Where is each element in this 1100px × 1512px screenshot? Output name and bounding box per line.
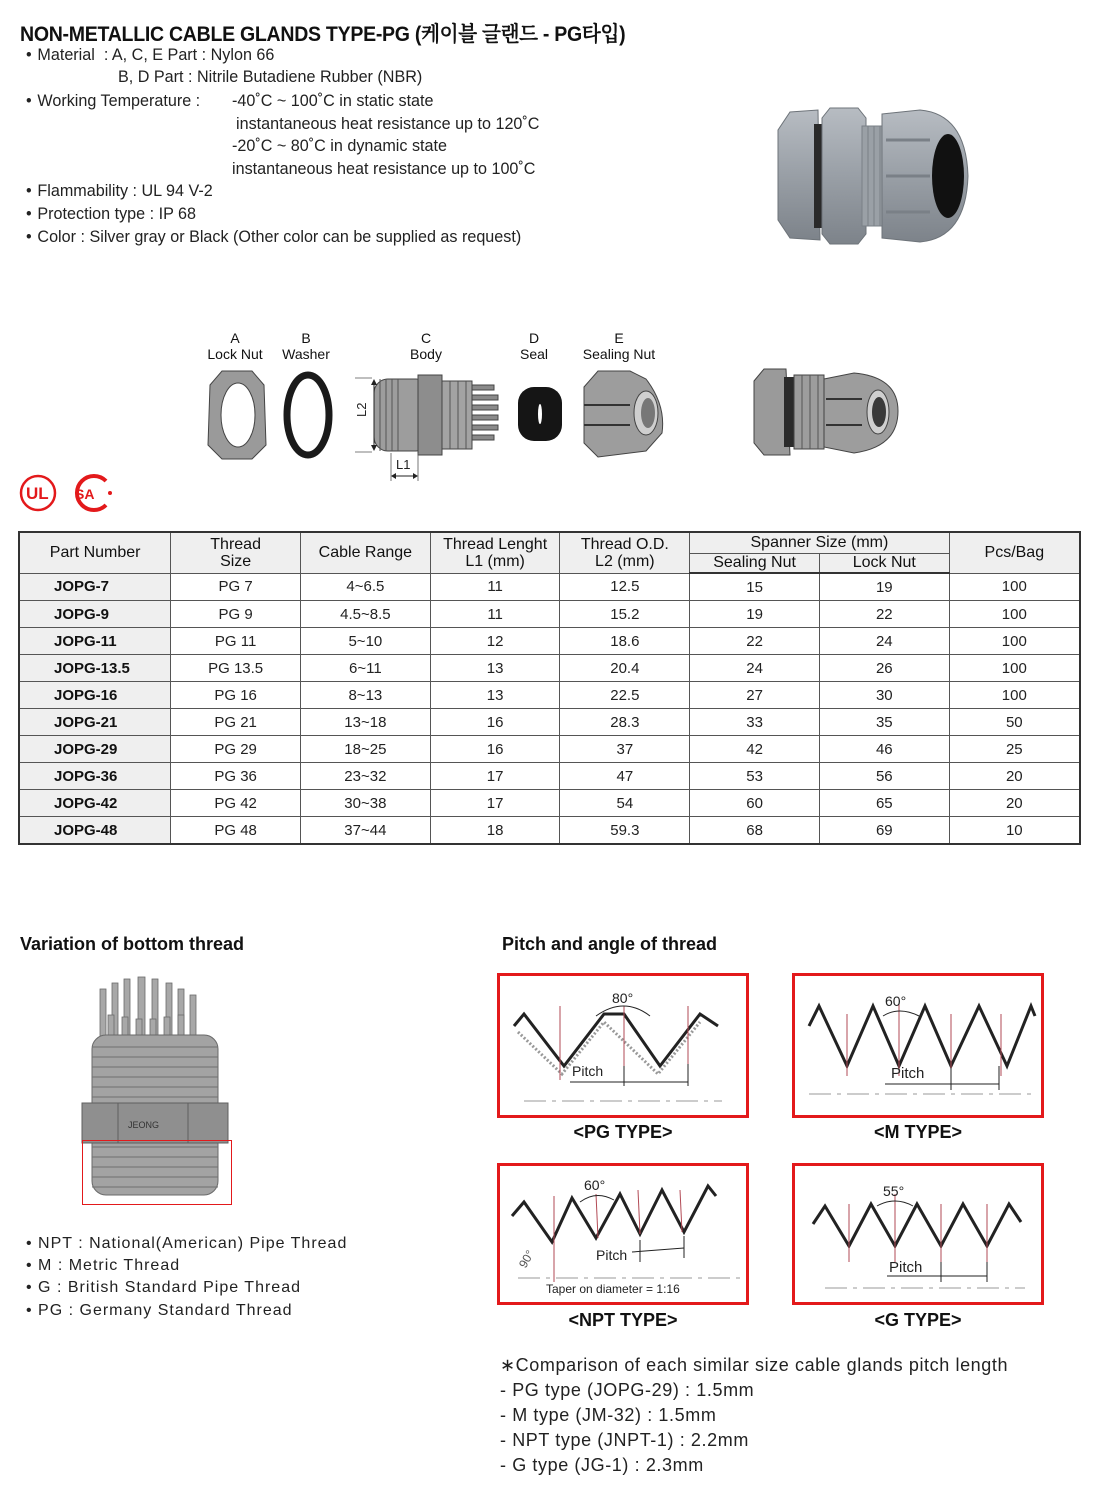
header-thread-od: Thread O.D. L2 (mm) xyxy=(560,532,690,573)
svg-text:60°: 60° xyxy=(584,1177,606,1193)
svg-text:60°: 60° xyxy=(885,993,907,1009)
table-row xyxy=(19,573,1080,601)
specification-table xyxy=(18,531,1081,845)
legend-npt: • NPT : National(American) Pipe Thread xyxy=(26,1235,348,1252)
part-label-e: E Sealing Nut xyxy=(582,330,656,362)
part-label-c: C Body xyxy=(410,330,442,362)
comparison-item-npt: - NPT type (JNPT-1) : 2.2mm xyxy=(500,1430,749,1450)
cell-lock: 26 xyxy=(819,655,949,682)
cell-thread: PG 13.5 xyxy=(171,655,301,682)
cell-thread: PG 48 xyxy=(171,817,301,845)
svg-text:Pitch: Pitch xyxy=(891,1065,925,1082)
cell-sealing: 22 xyxy=(690,628,820,655)
svg-text:L2: L2 xyxy=(354,402,369,417)
cell-pcs: 100 xyxy=(949,628,1080,655)
cell-sealing: 68 xyxy=(690,817,820,845)
npt-thread-profile-icon xyxy=(500,1166,746,1302)
pg-type-caption: <PG TYPE> xyxy=(573,1122,673,1142)
cell-l2: 22.5 xyxy=(560,682,690,709)
header-pcs-bag: Pcs/Bag xyxy=(949,532,1080,573)
cell-range: 23~32 xyxy=(301,763,431,790)
cell-l1: 16 xyxy=(430,709,560,736)
cell-l2: 12.5 xyxy=(560,573,690,601)
g-thread-box xyxy=(792,1163,1044,1305)
npt-type-caption: <NPT TYPE> xyxy=(568,1310,678,1330)
svg-text:55°: 55° xyxy=(883,1183,905,1199)
cell-l1: 18 xyxy=(430,817,560,845)
svg-text:JEONG: JEONG xyxy=(128,1120,160,1130)
cell-lock: 35 xyxy=(819,709,949,736)
cell-thread: PG 21 xyxy=(171,709,301,736)
svg-text:Pitch: Pitch xyxy=(572,1063,604,1079)
npt-thread-box xyxy=(497,1163,749,1305)
cell-sealing: 24 xyxy=(690,655,820,682)
cell-l2: 15.2 xyxy=(560,601,690,628)
sealing-nut-icon xyxy=(584,371,663,457)
spec-protection: • Protection type : IP 68 xyxy=(26,204,197,223)
cell-l2: 59.3 xyxy=(560,817,690,845)
cell-range: 6~11 xyxy=(301,655,431,682)
cell-lock: 24 xyxy=(819,628,949,655)
table-row xyxy=(19,817,1080,845)
cell-part: JOPG-16 xyxy=(19,682,171,709)
cell-range: 5~10 xyxy=(301,628,431,655)
header-thread-size: Thread Size xyxy=(171,532,301,573)
cell-sealing: 15 xyxy=(690,573,820,601)
cell-l1: 16 xyxy=(430,736,560,763)
cell-pcs: 50 xyxy=(949,709,1080,736)
spec-material-line2: B, D Part : Nitrile Butadiene Rubber (NBR) xyxy=(118,67,423,86)
cell-part: JOPG-36 xyxy=(19,763,171,790)
cell-range: 8~13 xyxy=(301,682,431,709)
seal-icon xyxy=(518,387,562,441)
comparison-item-g: - G type (JG-1) : 2.3mm xyxy=(500,1455,704,1475)
cell-l1: 12 xyxy=(430,628,560,655)
part-label-b: B Washer xyxy=(282,330,330,362)
table-row xyxy=(19,709,1080,736)
g-thread-profile-icon xyxy=(795,1166,1041,1302)
table-row xyxy=(19,601,1080,628)
cell-sealing: 33 xyxy=(690,709,820,736)
cell-l1: 17 xyxy=(430,790,560,817)
g-type-caption: <G TYPE> xyxy=(874,1310,962,1330)
cell-thread: PG 11 xyxy=(171,628,301,655)
svg-text:Taper on diameter = 1:16: Taper on diameter = 1:16 xyxy=(546,1282,680,1296)
cell-range: 4.5~8.5 xyxy=(301,601,431,628)
svg-text:Pitch: Pitch xyxy=(596,1247,628,1263)
lock-nut-icon xyxy=(208,371,266,459)
cell-sealing: 19 xyxy=(690,601,820,628)
cell-l2: 54 xyxy=(560,790,690,817)
cell-lock: 46 xyxy=(819,736,949,763)
exploded-parts-diagram xyxy=(200,365,670,485)
cell-pcs: 100 xyxy=(949,655,1080,682)
comparison-item-pg: - PG type (JOPG-29) : 1.5mm xyxy=(500,1380,755,1400)
cell-thread: PG 7 xyxy=(171,573,301,601)
header-part-number: Part Number xyxy=(19,532,171,573)
cell-thread: PG 9 xyxy=(171,601,301,628)
cell-range: 4~6.5 xyxy=(301,573,431,601)
m-type-caption: <M TYPE> xyxy=(873,1122,963,1142)
m-thread-box xyxy=(792,973,1044,1118)
cell-thread: PG 42 xyxy=(171,790,301,817)
svg-text:Pitch: Pitch xyxy=(889,1259,923,1276)
header-sealing-nut: Sealing Nut xyxy=(690,553,820,573)
cell-l1: 13 xyxy=(430,682,560,709)
cell-sealing: 60 xyxy=(690,790,820,817)
cell-pcs: 100 xyxy=(949,682,1080,709)
cell-sealing: 27 xyxy=(690,682,820,709)
svg-text:SA: SA xyxy=(75,486,95,502)
highlight-bottom-thread-box xyxy=(82,1140,232,1205)
legend-pg: • PG : Germany Standard Thread xyxy=(26,1302,293,1319)
cell-l2: 20.4 xyxy=(560,655,690,682)
cell-range: 13~18 xyxy=(301,709,431,736)
working-temp-line-1: -40˚C ~ 100˚C in static state xyxy=(232,91,434,110)
comparison-heading: ∗Comparison of each similar size cable glands pitch length xyxy=(500,1355,1009,1375)
svg-text:90°: 90° xyxy=(515,1247,538,1271)
cell-part: JOPG-11 xyxy=(19,628,171,655)
cell-range: 37~44 xyxy=(301,817,431,845)
cell-part: JOPG-48 xyxy=(19,817,171,845)
header-thread-length: Thread Lenght L1 (mm) xyxy=(430,532,560,573)
working-temp-line-3: -20˚C ~ 80˚C in dynamic state xyxy=(232,136,447,155)
cell-thread: PG 36 xyxy=(171,763,301,790)
working-temp-line-4: instantaneous heat resistance up to 100˚C xyxy=(232,159,536,178)
cell-part: JOPG-29 xyxy=(19,736,171,763)
cell-l1: 13 xyxy=(430,655,560,682)
cell-pcs: 20 xyxy=(949,763,1080,790)
cell-l1: 11 xyxy=(430,601,560,628)
spec-color: • Color : Silver gray or Black (Other color can be supplied as request) xyxy=(26,227,522,246)
cell-pcs: 20 xyxy=(949,790,1080,817)
spec-flammability: • Flammability : UL 94 V-2 xyxy=(26,181,213,200)
cell-pcs: 25 xyxy=(949,736,1080,763)
variation-heading: Variation of bottom thread xyxy=(20,934,245,954)
cell-lock: 30 xyxy=(819,682,949,709)
page-title: NON-METALLIC CABLE GLANDS TYPE-PG (케이블 글랜드 - PG타입) xyxy=(20,23,626,46)
table-row xyxy=(19,628,1080,655)
cell-thread: PG 16 xyxy=(171,682,301,709)
legend-g: • G : British Standard Pipe Thread xyxy=(26,1279,301,1296)
spec-working-temp: • Working Temperature : xyxy=(26,91,201,110)
cell-l1: 11 xyxy=(430,573,560,601)
m-thread-profile-icon xyxy=(795,976,1041,1115)
cell-thread: PG 29 xyxy=(171,736,301,763)
part-label-a: A Lock Nut xyxy=(207,330,263,362)
cable-gland-photo xyxy=(770,100,980,250)
pitch-heading: Pitch and angle of thread xyxy=(502,934,718,954)
table-row xyxy=(19,763,1080,790)
body-icon xyxy=(354,375,498,481)
header-spanner-size: Spanner Size (mm) xyxy=(690,532,949,553)
table-row xyxy=(19,682,1080,709)
cell-l1: 17 xyxy=(430,763,560,790)
csa-icon xyxy=(75,476,112,510)
washer-icon xyxy=(287,375,329,455)
cell-lock: 22 xyxy=(819,601,949,628)
part-label-d: D Seal xyxy=(519,330,549,362)
cell-pcs: 100 xyxy=(949,601,1080,628)
ul-icon xyxy=(21,476,55,510)
cell-lock: 19 xyxy=(819,573,949,601)
cell-part: JOPG-9 xyxy=(19,601,171,628)
pg-thread-box xyxy=(497,973,749,1118)
svg-text:L1: L1 xyxy=(396,457,411,472)
cell-l2: 18.6 xyxy=(560,628,690,655)
certification-marks xyxy=(18,472,118,514)
svg-text:80°: 80° xyxy=(612,990,634,1006)
cell-part: JOPG-21 xyxy=(19,709,171,736)
working-temp-line-2: instantaneous heat resistance up to 120˚C xyxy=(236,114,540,133)
legend-m: • M : Metric Thread xyxy=(26,1257,181,1274)
table-row xyxy=(19,736,1080,763)
cell-pcs: 100 xyxy=(949,573,1080,601)
cell-pcs: 10 xyxy=(949,817,1080,845)
cell-l2: 28.3 xyxy=(560,709,690,736)
cell-lock: 56 xyxy=(819,763,949,790)
cell-range: 18~25 xyxy=(301,736,431,763)
cell-part: JOPG-42 xyxy=(19,790,171,817)
cell-lock: 69 xyxy=(819,817,949,845)
assembled-gland-diagram xyxy=(750,365,905,460)
table-row xyxy=(19,790,1080,817)
cell-part: JOPG-13.5 xyxy=(19,655,171,682)
cell-lock: 65 xyxy=(819,790,949,817)
header-cable-range: Cable Range xyxy=(301,532,431,573)
comparison-item-m: - M type (JM-32) : 1.5mm xyxy=(500,1405,717,1425)
cell-l2: 47 xyxy=(560,763,690,790)
pg-thread-profile-icon xyxy=(500,976,746,1115)
cell-sealing: 53 xyxy=(690,763,820,790)
table-body xyxy=(19,573,1080,844)
header-lock-nut: Lock Nut xyxy=(819,553,949,573)
cell-range: 30~38 xyxy=(301,790,431,817)
table-row xyxy=(19,655,1080,682)
spec-material: • Material : A, C, E Part : Nylon 66 xyxy=(26,45,275,64)
cell-part: JOPG-7 xyxy=(19,573,171,601)
cell-sealing: 42 xyxy=(690,736,820,763)
svg-text:UL: UL xyxy=(26,484,49,503)
cell-l2: 37 xyxy=(560,736,690,763)
bullet: • xyxy=(26,45,32,64)
